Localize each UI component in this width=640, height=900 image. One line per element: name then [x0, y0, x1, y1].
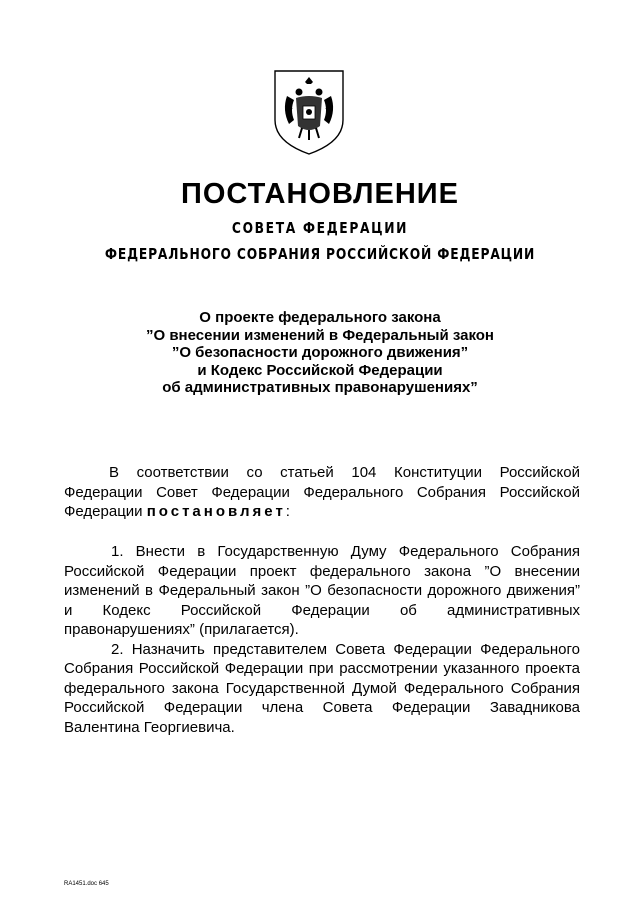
decree-word: постановляет	[146, 503, 286, 520]
subject-line: ”О безопасности дорожного движения”	[171, 344, 469, 361]
decree-items	[64, 542, 580, 737]
russian-coat-of-arms-icon	[272, 68, 346, 158]
file-reference: RA1451.doc 645	[64, 881, 109, 887]
subject-line: ”О внесении изменений в Федеральный закон	[146, 326, 494, 344]
issuing-body-line1: СОВЕТА ФЕДЕРАЦИИ	[231, 219, 409, 237]
preamble-paragraph: В соответствии со статьей 104 Конституции Российской Федерации Совет Федерации Федерального Собрания Российской Федерации постановляет:	[64, 464, 580, 520]
subject-line: О проекте федерального закона	[199, 309, 441, 326]
coat-of-arms-emblem	[272, 68, 346, 158]
subject-line: и Кодекс Российской Федерации	[197, 361, 443, 379]
decree-item-1	[64, 542, 580, 640]
issuing-body-line2: ФЕДЕРАЛЬНОГО СОБРАНИЯ РОССИЙСКОЙ ФЕДЕРАЦИИ	[104, 245, 536, 263]
decree-item-2	[64, 640, 580, 738]
document-subject	[0, 309, 640, 397]
preamble-text: В соответствии со статьей 104 Конституции Российской Федерации Совет Федерации Федерального Собрания Российской Федерации	[64, 464, 580, 520]
decree-item-1-text: 1. Внести в Государственную Думу Федерального Собрания Российской Федерации проект федерального закона ”О внесении изменений в Федеральный закон ”О безопасности дорожного движения” и Кодекс Российской Федерации об административных правонарушениях” (прилагается).	[64, 543, 580, 638]
document-title: ПОСТАНОВЛЕНИЕ	[181, 178, 459, 210]
decree-item-2-text: 2. Назначить представителем Совета Федерации Федерального Собрания Российской Федерации при рассмотрении указанного проекта федерального закона Государственной Думой Федерального Собрания Российской Федерации члена Совета Федерации Завадникова Валентина Георгиевича.	[64, 640, 580, 736]
subject-line: об административных правонарушениях”	[162, 379, 478, 396]
